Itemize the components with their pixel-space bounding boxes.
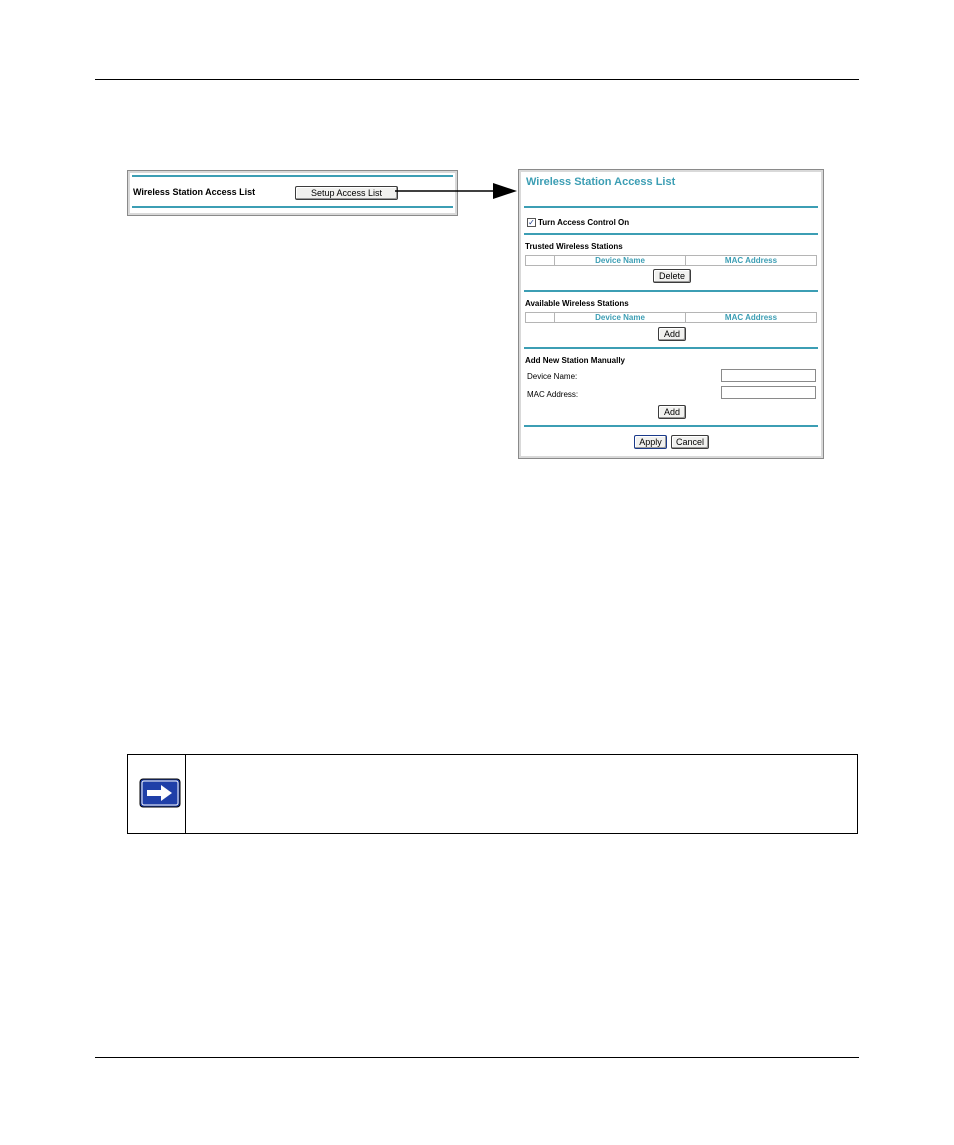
cancel-button[interactable]: Cancel bbox=[671, 435, 709, 449]
available-stations-table bbox=[525, 312, 817, 323]
access-control-checkbox[interactable]: ✓ bbox=[528, 218, 535, 227]
delete-button[interactable]: Delete bbox=[653, 269, 691, 283]
device-name-label: Device Name: bbox=[527, 372, 578, 381]
mac-address-label: MAC Address: bbox=[527, 390, 579, 399]
trusted-stations-table bbox=[525, 255, 817, 266]
add-available-button[interactable]: Add bbox=[658, 327, 686, 341]
available-stations-heading: Available Wireless Stations bbox=[525, 299, 629, 308]
manual-divider bbox=[524, 425, 818, 427]
table-header-row bbox=[526, 256, 817, 266]
note-box bbox=[127, 754, 858, 834]
footer-rule bbox=[95, 1057, 859, 1058]
access-control-label: Turn Access Control On bbox=[538, 218, 630, 227]
mac-address-column-header: MAC Address bbox=[686, 256, 817, 266]
panel-top-divider bbox=[132, 175, 453, 177]
add-manual-button[interactable]: Add bbox=[658, 405, 686, 419]
select-column-header bbox=[526, 256, 555, 266]
device-name-input[interactable] bbox=[721, 369, 816, 382]
available-divider bbox=[524, 347, 818, 349]
apply-button[interactable]: Apply bbox=[634, 435, 667, 449]
device-name-column-header: Device Name bbox=[555, 313, 686, 323]
access-list-label: Wireless Station Access List bbox=[133, 187, 256, 197]
arrow-right-icon bbox=[139, 778, 181, 808]
connector-arrow bbox=[395, 180, 520, 202]
header-rule bbox=[95, 79, 859, 80]
mac-address-input[interactable] bbox=[721, 386, 816, 399]
trusted-stations-heading: Trusted Wireless Stations bbox=[525, 242, 623, 251]
panel-bottom-divider bbox=[132, 206, 453, 208]
access-control-divider bbox=[524, 233, 818, 235]
select-column-header bbox=[526, 313, 555, 323]
note-divider bbox=[185, 755, 186, 833]
add-manually-heading: Add New Station Manually bbox=[525, 356, 626, 365]
title-divider bbox=[524, 206, 818, 208]
device-name-column-header: Device Name bbox=[555, 256, 686, 266]
trusted-divider bbox=[524, 290, 818, 292]
access-list-title: Wireless Station Access List bbox=[526, 176, 676, 188]
access-list-panel bbox=[518, 169, 824, 459]
mac-address-column-header: MAC Address bbox=[686, 313, 817, 323]
table-header-row bbox=[526, 313, 817, 323]
setup-access-list-button[interactable]: Setup Access List bbox=[295, 186, 398, 200]
